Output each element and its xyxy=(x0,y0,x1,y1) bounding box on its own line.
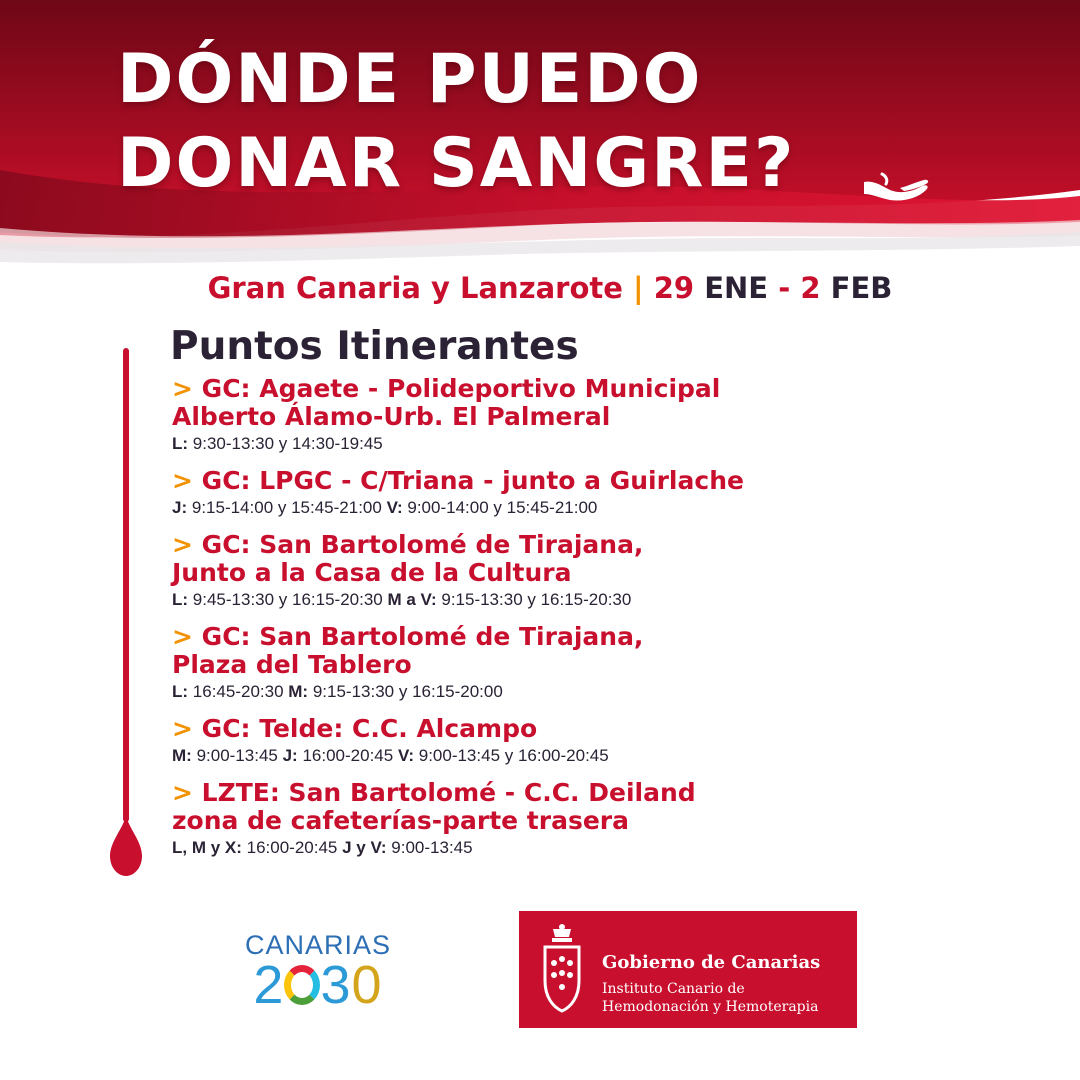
start-day: 29 xyxy=(653,271,695,305)
schedule-time: 16:00-20:45 xyxy=(246,838,338,857)
chevron-right-icon: > xyxy=(172,622,193,651)
date-region-subtitle xyxy=(0,268,1080,308)
end-month: FEB xyxy=(830,271,893,305)
date-dash: - xyxy=(778,271,791,305)
schedule-day: L: xyxy=(172,682,189,701)
start-month: ENE xyxy=(704,271,769,305)
schedule-time: 9:15-13:30 y 16:15-20:30 xyxy=(441,590,632,609)
coat-of-arms-icon xyxy=(539,923,585,1015)
schedule-time: 9:45-13:30 y 16:15-20:30 xyxy=(192,590,383,609)
logo-2030-label: CANARIAS xyxy=(244,930,392,960)
government-name: Gobierno de Canarias xyxy=(602,952,821,973)
chevron-right-icon: > xyxy=(172,714,193,743)
location-hours xyxy=(172,679,1052,705)
canarias-2030-logo xyxy=(238,930,398,1015)
sdg-wheel-icon xyxy=(284,965,320,1005)
chevron-right-icon: > xyxy=(172,778,193,807)
location-item xyxy=(172,623,1052,705)
section-title: Puntos Itinerantes xyxy=(170,324,579,369)
schedule-day: L: xyxy=(172,434,189,453)
schedule-day: J: xyxy=(282,746,298,765)
logo-2030-number xyxy=(238,956,398,1014)
location-name: GC: San Bartolomé de Tirajana, Plaza del Tablero xyxy=(172,622,644,679)
location-item xyxy=(172,531,1052,613)
schedule-time: 9:30-13:30 y 14:30-19:45 xyxy=(192,434,383,453)
location-title xyxy=(172,623,1052,679)
institute-name-line-2: Hemodonación y Hemoterapia xyxy=(602,999,819,1015)
location-name: GC: Agaete - Polideportivo Municipal Alberto Álamo-Urb. El Palmeral xyxy=(172,374,721,431)
schedule-time: 9:15-14:00 y 15:45-21:00 xyxy=(191,498,382,517)
location-name: GC: Telde: C.C. Alcampo xyxy=(201,714,538,743)
location-hours xyxy=(172,743,1052,769)
location-hours xyxy=(172,495,1052,521)
schedule-day: J: xyxy=(172,498,188,517)
schedule-time: 9:00-13:45 xyxy=(391,838,473,857)
chevron-right-icon: > xyxy=(172,374,193,403)
gobierno-canarias-logo xyxy=(519,911,857,1028)
location-hours xyxy=(172,587,1052,613)
location-title xyxy=(172,779,1052,835)
schedule-time: 9:00-13:45 y 16:00-20:45 xyxy=(418,746,609,765)
schedule-day: J y V: xyxy=(342,838,387,857)
location-title xyxy=(172,375,1052,431)
schedule-time: 9:00-14:00 y 15:45-21:00 xyxy=(407,498,598,517)
logo-2030-digit-3: 3 xyxy=(320,955,352,1015)
location-item xyxy=(172,715,1052,769)
location-title xyxy=(172,531,1052,587)
end-day: 2 xyxy=(800,271,821,305)
location-item xyxy=(172,779,1052,861)
chevron-right-icon: > xyxy=(172,466,193,495)
offering-hand-icon xyxy=(860,170,934,204)
location-item xyxy=(172,375,1052,457)
location-name: GC: LPGC - C/Triana - junto a Guirlache xyxy=(201,466,744,495)
schedule-day: V: xyxy=(386,498,403,517)
logo-2030-digit-0: 0 xyxy=(351,955,383,1015)
location-name: LZTE: San Bartolomé - C.C. Deiland zona de cafeterías-parte trasera xyxy=(172,778,696,835)
location-title xyxy=(172,715,1052,743)
schedule-time: 9:00-13:45 xyxy=(196,746,278,765)
blood-drop-icon xyxy=(104,348,148,878)
headline-line-2: DONAR SANGRE? xyxy=(117,124,796,203)
location-name: GC: San Bartolomé de Tirajana, Junto a la Casa de la Cultura xyxy=(172,530,644,587)
headline-line-1: DÓNDE PUEDO xyxy=(117,40,703,119)
region-label: Gran Canaria y Lanzarote xyxy=(207,271,623,305)
schedule-day: M a V: xyxy=(387,590,437,609)
subtitle-separator: | xyxy=(633,271,644,305)
schedule-day: M: xyxy=(288,682,309,701)
schedule-day: M: xyxy=(172,746,192,765)
location-item xyxy=(172,467,1052,521)
logo-2030-digit-2: 2 xyxy=(253,955,285,1015)
location-hours xyxy=(172,431,1052,457)
location-title xyxy=(172,467,1052,495)
location-hours xyxy=(172,835,1052,861)
schedule-day: L: xyxy=(172,590,189,609)
schedule-day: L, M y X: xyxy=(172,838,242,857)
schedule-day: V: xyxy=(397,746,414,765)
institute-name-line-1: Instituto Canario de xyxy=(602,981,745,997)
chevron-right-icon: > xyxy=(172,530,193,559)
schedule-time: 16:00-20:45 xyxy=(302,746,394,765)
schedule-time: 9:15-13:30 y 16:15-20:00 xyxy=(312,682,503,701)
locations-list xyxy=(172,375,1052,871)
schedule-time: 16:45-20:30 xyxy=(192,682,284,701)
